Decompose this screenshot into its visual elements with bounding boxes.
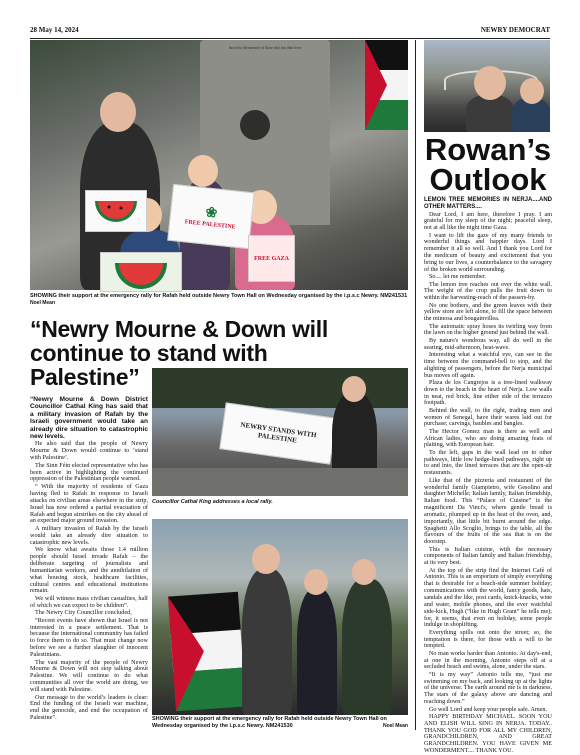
palestine-flag-bottom xyxy=(168,592,246,712)
bottom-photo xyxy=(152,519,408,715)
watermelon-sign xyxy=(85,190,147,232)
article-lead: “Newry Mourne & Down District Councillor Cathal King has said that a military invasion of Rafah by the Israeli government would take an already dire situation to catastrophic new levels. xyxy=(30,396,148,441)
column-paragraph: So.... let me remember. xyxy=(429,274,486,281)
monument-inscription: Sacred to the memory of those who lost their lives xyxy=(228,46,302,50)
palestine-flag xyxy=(365,40,408,130)
woman-head xyxy=(304,569,328,595)
article-paragraph: The Newry City Councillor concluded, xyxy=(35,609,132,617)
article-paragraph: He also said that the people of Newry Mourne & Down would continue to ‘stand with Palestine’. xyxy=(30,440,148,462)
column-paragraph: Behind the wall, to the right, trading men and women of Senegal, have their wares laid out for purchase; carvings, baubles and bangles. xyxy=(424,407,552,428)
child-head-bottom xyxy=(352,559,376,585)
article-paragraph: We will witness mass civilian casualties, half of which we can expect to be children”. xyxy=(30,594,148,609)
column-title-line2: Outlook xyxy=(429,162,547,197)
top-photo-caption: SHOWING their support at the emergency rally for Rafah held outside Newry Town Hall on Wednesday organised by the i.p.s.c Newry. NM241531 Noel Mean xyxy=(30,293,408,306)
column-paragraph: HAPPY BIRTHDAY MICHAEL. SOON YOU AND ELISH WILL SING IN NERJA. TODAY.. THANK YOU GOD FOR ALL MY CHILDREN, GRANDCHILDREN, AND GREAT GRANDCHILDREN. YOU HAVE GIVEN ME WONDERMENT.... THANK YOU. xyxy=(424,713,552,755)
article-paragraph: Our message to the world’s leaders is clear: End the funding of the Israeli war machine, end the genocide, and end the occupation of Palestine”. xyxy=(30,693,148,722)
column-paragraph: To the left, gaps in the wall lead on to other pathways, little low hedge-lined pathways, right up to and into, the lined terraces that are the open-air restaurants. xyxy=(424,449,552,477)
page-header xyxy=(30,26,550,39)
column-paragraph: The lemon tree reaches out over the white wall. The weight of the crop pulls the fruit down to within the harvesting-reach of the passers-by. xyxy=(424,281,552,302)
top-photo-credit: Noel Mean xyxy=(30,300,56,306)
masthead: NEWRY DEMOCRAT xyxy=(480,26,550,34)
column-paragraph: No man works harder than Antonio. At day's-end, at one in the morning, Antonio steps off at a secluded beach and swims, alone, under the stars. xyxy=(424,650,552,671)
adult-head xyxy=(100,92,136,132)
column-paragraph: By nature's wondrous way, all do well in the searing, mid-afternoon, heat-wave. xyxy=(424,337,552,351)
columnist-head xyxy=(474,66,506,100)
column-paragraph: Dear Lord, I am here, therefore I pray. I am grateful for my sleep of the night; peaceful sleep, not at all like the night time Gaza. xyxy=(424,211,552,232)
column-body xyxy=(424,197,552,755)
column-paragraph: Go well Lord and keep your people safe. Amen. xyxy=(429,706,547,713)
column-paragraph: Everything spills out onto the street; so, the temptation is there, for those with a will to be tempted. xyxy=(424,629,552,650)
article-paragraph: “Recent events have shown that Israel is not interested in a peace settlement. That is because the international community has failed to force them to do so. That must change now before we see a further slaughter of innocent Palestinians. xyxy=(30,616,148,659)
column-paragraph: Interesting what a watchful eye, can see in the time between the command-bell to stop, and the alighting of passengers, before the Nerja municipal bus moves off again. xyxy=(424,351,552,379)
palestine-banner: NEWRY STANDS WITH PALESTINE xyxy=(219,402,336,464)
child-figure-bottom xyxy=(342,579,392,715)
columnist-figure xyxy=(466,95,514,132)
column-paragraph: The Hector Gomez man is there as well and African ladies, who are doing amazing feats of plaiting, with European hair. xyxy=(424,428,552,449)
man-figure xyxy=(242,569,292,715)
man-head xyxy=(252,544,280,574)
companion-head xyxy=(520,78,544,104)
article-paragraph: The Sinn Féin elected representative who has been active in highlighting the continued oppression of the Palestinian people warned. xyxy=(30,461,148,483)
column-paragraph: This is Italian cuisine, with the necessary components of Italian family and Italian friendship, at its very best. xyxy=(424,546,552,567)
column-paragraph: Like that of the pizzeria and restaurant of the wonderful family Giampietro, wife Gesolino and daughter Michelle; Italian family, Italian friendship, Italian food. This “Palace of Cuisine” is the magnificent Da Vinci's, where gentle bread is aromatic, plumped up in the heat of the oven, and, importantly, that little bit burnt around the edge. Spaghetti Allo Scoglio, brings to the table, all the flavours of the fruits of the sea that is on the doorstep. xyxy=(424,477,552,546)
article-headline: “Newry Mourne & Down will continue to stand with Palestine” xyxy=(30,316,328,390)
article-paragraph: The vast majority of the people of Newry Mourne & Down will not stop talking about Palestine. We will continue to do what communities all over the world are doing, we will stand with Palestine. xyxy=(30,658,148,694)
column-paragraph: I want to lift the gaze of my many friends to wonderful things and happier days. Lord I remember it all so well. And I thank you Lord for the medicum of beauty and excitement that you bring to our lives, a counterbalance to the savagery of the broken world surrounding. xyxy=(424,232,552,273)
bottom-photo-credit: Noel Mean xyxy=(382,723,408,729)
article-paragraph: A military invasion of Rafah by the Israeli would take an already dire situation to catastrophic new levels. xyxy=(30,524,148,546)
free-palestine-sign: ❀ FREE PALESTINE xyxy=(167,184,255,249)
middle-photo-caption: Councillor Cathal King addresses a local rally. xyxy=(152,499,273,505)
top-photo xyxy=(30,40,408,290)
column-title xyxy=(424,132,552,197)
girl-head xyxy=(188,155,218,187)
middle-photo xyxy=(152,368,408,496)
column-paragraph: Plaza de los Cangrejos is a tree-lined walkway down to the beach in the heart of Nerja. Low walls in neat, red brick, line either side of the terrazzo footpath. xyxy=(424,379,552,407)
article-body xyxy=(30,396,148,732)
column-title-line1: Rowan’s xyxy=(424,132,552,167)
watermelon-drawing-sign xyxy=(100,252,182,292)
article-paragraph: “ With the majority of residents of Gaza having fled to Rafah in response to Israeli attacks on civilian areas elsewhere in the strip, Israel has now ordered a partial evacuation of Rafah and begun airstrikes on the city ahead of an expected major ground invasion. xyxy=(30,482,148,525)
column-paragraph: “It is my way” Antonio tells me, “just me swimming on my back, and looking up at the lights of the universe. The earth around me is in darkness. The stars of the galaxy above are dancing and reaching down.” xyxy=(424,671,552,706)
columnist-photo xyxy=(424,40,550,132)
column-subhead: LEMON TREE MEMORIES IN NERJA....AND OTHER MATTERS.... xyxy=(424,197,552,210)
speaker-head xyxy=(342,376,366,402)
column-paragraph: The automatic spray hoses its twirling way from the lawn on the higher ground just behind the wall. xyxy=(424,323,552,337)
bottom-photo-caption: SHOWING their support at the emergency rally for Rafah held outside Newry Town Hall on Wednesday organised by the i.p.s.c Newry. NM241530 Noel Mean xyxy=(152,716,408,729)
page-date: 28 May 14, 2024 xyxy=(30,26,79,34)
column-divider xyxy=(415,40,416,730)
article-paragraph: We know what awaits those 1.4 million people should Israel invade Rafah – the deliberate targeting of journalists and humanitarian workers, and the annihilation of what housing stock, healthcare facilities, cultural centres and educational institutions remain. xyxy=(30,546,148,595)
woman-figure xyxy=(297,589,337,715)
column-paragraph: At the top of the strip find the Internet Café of Antonio. This is an emporium of simply everything that is desirable for a beach-side summer holiday; communications with the world, fancy goods, hats, sandals and the like, post cards, knick-knacks, wine and water, mobile phones, and the ever watchful side-kick, Hugh (“like in Hugh Grant” he tells me); for, it seems, that even on holiday, some people indulge in shoplifting. xyxy=(424,567,552,629)
column-paragraph: No one bothers, and the green leaves with their yellow store are left alone, to fill the space between the mimosa and bougainvillea. xyxy=(424,302,552,323)
free-gaza-sign: FREE GAZA xyxy=(248,235,295,282)
